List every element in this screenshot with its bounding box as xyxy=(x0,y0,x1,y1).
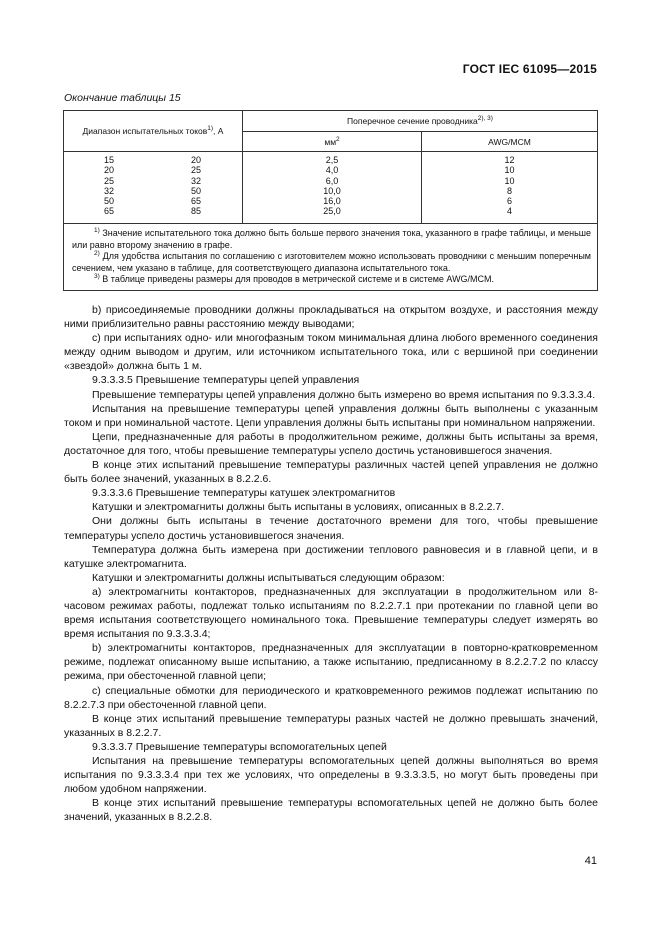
table-cell-from: 15 xyxy=(103,155,114,165)
footnotes-cell xyxy=(64,224,598,291)
mm2-cell xyxy=(243,152,422,224)
group-header-cross-section xyxy=(243,111,598,132)
col-header-test-current xyxy=(64,111,243,152)
table-cell-awg: 6 xyxy=(506,196,512,207)
paragraph: b) электромагниты контакторов, предназначенных для эксплуатации в повторно-кратковременном режиме, подлежат описанному выше испытанию, а также испытанию, предписанному в 8.2.2.7.2 по классу режима, при обесточенной главной цепи; xyxy=(64,642,598,683)
page-number: 41 xyxy=(584,855,597,867)
paragraph: Испытания на превышение температуры цепей управления должны быть выполнены с указанным током и при номинальной частоте. Цепи управления должны быть испытаны при номинальном напряжении. xyxy=(64,402,598,429)
subheader-mm2 xyxy=(243,132,422,152)
table-cell-mm2: 2,5 xyxy=(325,155,339,165)
table-cell-mm2: 16,0 xyxy=(323,196,341,207)
paragraph: c) при испытаниях одно- или многофазным током минимальная длина любого временного соединения между одним выводом и другим, или источником испытательного тока, или с вершиной при соединении «звездой» должна быть 1 м. xyxy=(64,332,598,373)
current-range-cell xyxy=(64,152,243,224)
table-cell-from: 25 xyxy=(103,175,114,186)
table-cell-mm2: 6,0 xyxy=(325,175,339,186)
awg-cell xyxy=(422,152,598,224)
table-cell-to: 20 xyxy=(190,155,201,165)
paragraph: c) специальные обмотки для периодического и кратковременного режимов подлежат испытанию по 8.2.2.7.3 при обесточенной главной цепи. xyxy=(64,684,598,711)
table-cell-awg: 10 xyxy=(504,165,515,176)
document-id-header: ГОСТ IEC 61095—2015 xyxy=(462,62,597,76)
table-cell-from: 20 xyxy=(103,165,114,176)
footnote-text: В таблице приведены размеры для проводов в метрической системе и в системе AWG/MCM. xyxy=(102,274,495,284)
range-to-column xyxy=(154,155,238,217)
paragraph: В конце этих испытаний превышение температуры вспомогательных цепей не должно быть более значений, указанных в 8.2.2.8. xyxy=(64,797,598,824)
paragraph: Испытания на превышение температуры вспомогательных цепей должны выполняться во время испытания по 9.3.3.3.4 при тех же условиях, что определены в 9.3.3.3.5, но могут быть проведены при любом удобном напряжении. xyxy=(64,755,598,796)
footnote-mark: 2) xyxy=(94,250,100,257)
range-from-column xyxy=(64,155,154,217)
superscript: 2 xyxy=(336,135,340,143)
paragraph: Цепи, предназначенные для работы в продолжительном режиме, должны быть испытаны за время, достаточное для того, чтобы превышение температуры успело достичь установившегося значения. xyxy=(64,430,598,457)
paragraph: 9.3.3.3.6 Превышение температуры катушек электромагнитов xyxy=(92,487,396,500)
table-cell-mm2: 10,0 xyxy=(323,185,341,196)
table-cell-from: 32 xyxy=(103,185,114,196)
table-cell-to: 85 xyxy=(190,206,201,217)
table-cell-to: 50 xyxy=(190,185,201,196)
table-cell-awg: 12 xyxy=(504,155,515,165)
footnote-mark: 1) xyxy=(207,125,214,133)
group-header-text: Поперечное сечение проводника xyxy=(347,116,478,126)
paragraph: В конце этих испытаний превышение температуры различных частей цепей управления не должно быть более значений, указанных в 8.2.2.6. xyxy=(64,459,598,486)
paragraph: 9.3.3.3.7 Превышение температуры вспомогательных цепей xyxy=(92,740,387,753)
main-text xyxy=(64,303,598,824)
footnote-text: Значение испытательного тока должно быть больше первого значения тока, указанного в графе таблицы, и меньше или равно второму значению в графе. xyxy=(72,228,591,250)
subheader-mm-text: мм xyxy=(324,136,337,147)
awg-column xyxy=(422,155,597,217)
paragraph: В конце этих испытаний превышение температуры разных частей не должно превышать значений, указанных в 8.2.2.7. xyxy=(64,712,598,739)
paragraph: Они должны быть испытаны в течение достаточного времени для того, чтобы превышение температуры успело достичь установившегося значения. xyxy=(64,515,598,542)
subheader-awg: AWG/MCM xyxy=(422,132,598,152)
footnote-mark: 3) xyxy=(94,273,100,280)
table-cell-mm2: 4,0 xyxy=(325,165,339,176)
table-caption: Окончание таблицы 15 xyxy=(64,92,181,104)
conductor-table xyxy=(63,110,598,291)
table-cell-to: 32 xyxy=(190,175,201,186)
footnote xyxy=(72,228,591,251)
table-cell-mm2: 25,0 xyxy=(323,206,341,217)
footnote-mark: 1) xyxy=(94,227,100,234)
paragraph: Катушки и электромагниты должны быть испытаны в условиях, описанных в 8.2.2.7. xyxy=(92,501,505,514)
table-cell-to: 65 xyxy=(190,196,201,207)
table-cell-awg: 10 xyxy=(504,175,515,186)
mm2-column xyxy=(243,155,421,217)
table-cell-from: 65 xyxy=(103,206,114,217)
table-cell-awg: 4 xyxy=(506,206,512,217)
table-cell-awg: 8 xyxy=(506,185,512,196)
paragraph: Катушки и электромагниты должны испытываться следующим образом: xyxy=(92,571,445,584)
paragraph: Температура должна быть измерена при достижении теплового равновесия и в главной цепи, и в катушке электромагнита. xyxy=(64,543,598,570)
paragraph: Превышение температуры цепей управления должно быть измерено во время испытания по 9.3.3.3.4. xyxy=(92,388,596,401)
footnote xyxy=(72,274,591,286)
footnote xyxy=(72,251,591,274)
col-header-text: Диапазон испытательных токов xyxy=(82,126,208,136)
col-header-unit: , А xyxy=(213,126,224,136)
paragraph: 9.3.3.3.5 Превышение температуры цепей управления xyxy=(92,374,360,387)
table-footnotes xyxy=(64,224,597,290)
footnote-text: Для удобства испытания по соглашению с изготовителем можно использовать проводники с меньшим поперечным сечением, чем указано в таблице, для соответствующего диапазона испытательного тока. xyxy=(72,251,591,273)
footnote-mark: 2), 3) xyxy=(477,115,493,123)
table-cell-to: 25 xyxy=(190,165,201,176)
paragraph: a) электромагниты контакторов, предназначенных для эксплуатации в продолжительном или 8-часовом режимах работы, подлежат только испытаниям по 8.2.2.7.1 при протекании по главной цепи во время испытания соответствующего номинального тока. Превышение температуры следует измерять во время испытания по 9.3.3.3.4; xyxy=(64,585,598,641)
table-cell-from: 50 xyxy=(103,196,114,207)
paragraph: b) присоединяемые проводники должны прокладываться на открытом воздухе, и расстояния между ними приблизительно равны расстоянию между выводами; xyxy=(64,304,598,331)
